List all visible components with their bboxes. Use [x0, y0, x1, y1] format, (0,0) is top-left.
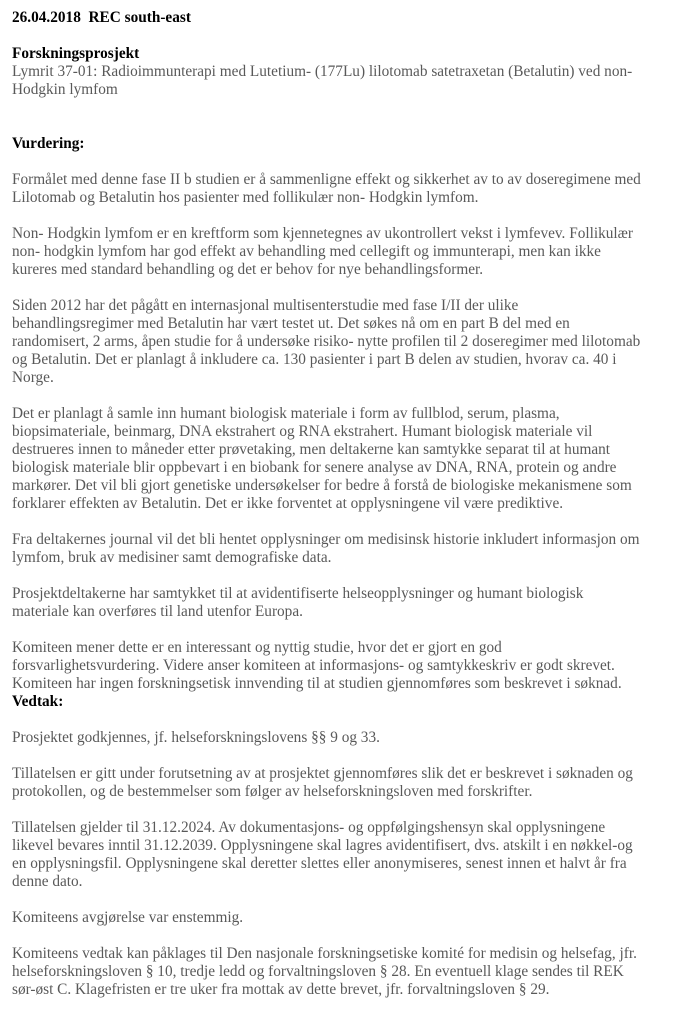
paragraph-line: helseforskningsloven § 10, tredje ledd og forvaltningsloven § 28. En eventuell klage sendes til REK — [12, 963, 624, 980]
vurdering-section — [12, 171, 684, 693]
paragraph-line: Siden 2012 har det pågått en internasjonal multisenterstudie med fase I/II der ulike — [12, 297, 519, 314]
paragraph-line: Non- Hodgkin lymfom er en kreftform som kjennetegnes av ukontrollert vekst i lymfevev. Follikulær — [12, 225, 633, 242]
paragraph-line: biopsimateriale, beinmarg, DNA ekstrahert og RNA ekstrahert. Humant biologisk materiale vil — [12, 423, 593, 440]
document-header — [12, 9, 684, 27]
paragraph-line: Prosjektdeltakerne har samtykket til at avidentifiserte helseopplysninger og humant biologisk — [12, 585, 584, 602]
vurdering-paragraph — [12, 225, 684, 279]
paragraph-line: Tillatelsen er gitt under forutsetning av at prosjektet gjennomføres slik det er beskrevet i søknaden og — [12, 765, 633, 782]
paragraph-line: denne dato. — [12, 873, 83, 890]
paragraph-line: en opplysningsfil. Opplysningene skal deretter slettes eller anonymiseres, senest innen et halvt år fra — [12, 855, 627, 872]
paragraph-line: Komiteen mener dette er en interessant og nyttig studie, hvor det er gjort en god — [12, 639, 502, 656]
paragraph-line: Lilotomab og Betalutin hos pasienter med follikulær non- Hodgkin lymfom. — [12, 189, 479, 206]
paragraph-line: Norge. — [12, 369, 54, 386]
paragraph-line: Komiteens vedtak kan påklages til Den nasjonale forskningsetiske komité for medisin og helsefag, jfr. — [12, 945, 637, 962]
project-description — [12, 63, 684, 99]
paragraph-line: protokollen, og de bestemmelser som følger av helseforskningsloven med forskrifter. — [12, 783, 533, 800]
paragraph-line: behandlingsregimer med Betalutin har vært testet ut. Det søkes nå om en part B del med en — [12, 315, 570, 332]
paragraph-line: forklarer effekten av Betalutin. Det er ikke forventet at opplysningene vil være prediktive. — [12, 495, 564, 512]
paragraph-line: Komiteen har ingen forskningsetisk innvending til at studien gjennomføres som beskrevet i søknad. — [12, 675, 622, 692]
paragraph-line: og Betalutin. Det er planlagt å inkludere ca. 130 pasienter i part B delen av studien, hvorav ca. 40 i — [12, 351, 617, 368]
paragraph-line: materiale kan overføres til land utenfor Europa. — [12, 603, 303, 620]
vedtak-paragraph — [12, 819, 684, 891]
project-description-line: Hodgkin lymfom — [12, 81, 118, 98]
paragraph-line: likevel bevares inntil 31.12.2039. Opplysningene skal lagres avidentifisert, dvs. atskilt i en nøkkel-og — [12, 837, 633, 854]
paragraph-line: randomisert, 2 arms, åpen studie for å undersøke risiko- nytte profilen til 2 doseregimer med lilotomab — [12, 333, 641, 350]
paragraph-line: kureres med standard behandling og det er behov for nye behandlingsformer. — [12, 261, 484, 278]
paragraph-line: markører. Det vil bli gjort genetiske undersøkelser for bedre å forstå de biologiske mekanismene som — [12, 477, 632, 494]
vedtak-paragraph — [12, 765, 684, 801]
vurdering-paragraph — [12, 585, 684, 621]
paragraph-line: lymfom, bruk av medisiner samt demografiske data. — [12, 549, 332, 566]
vurdering-paragraph — [12, 171, 684, 207]
vurdering-paragraph — [12, 531, 684, 567]
vedtak-paragraph — [12, 909, 684, 927]
document-page — [12, 9, 684, 999]
vedtak-paragraph — [12, 729, 684, 747]
header-date: 26.04.2018 — [12, 9, 81, 26]
paragraph-line: biologisk materiale blir oppbevart i en biobank for senere analyse av DNA, RNA, protein og andre — [12, 459, 617, 476]
vurdering-paragraph — [12, 405, 684, 513]
vurdering-paragraph — [12, 639, 684, 693]
vurdering-heading: Vurdering: — [12, 135, 85, 152]
vedtak-heading: Vedtak: — [12, 693, 64, 710]
paragraph-line: Fra deltakernes journal vil det bli hentet opplysninger om medisinsk historie inkludert informasjon om — [12, 531, 640, 548]
vedtak-paragraph — [12, 945, 684, 999]
paragraph-line: forsvarlighetsvurdering. Videre anser komiteen at informasjons- og samtykkeskriv er godt skrevet. — [12, 657, 615, 674]
header-committee: REC south-east — [88, 9, 191, 26]
paragraph-line: Komiteens avgjørelse var enstemmig. — [12, 909, 244, 926]
paragraph-line: sør-øst C. Klagefristen er tre uker fra mottak av dette brevet, jfr. forvaltningsloven § 29. — [12, 981, 550, 998]
paragraph-line: Formålet med denne fase II b studien er å sammenligne effekt og sikkerhet av to av doseregimene med — [12, 171, 641, 188]
project-description-line: Lymrit 37-01: Radioimmunterapi med Lutetium- (177Lu) lilotomab satetraxetan (Betalutin) ved non- — [12, 63, 633, 80]
paragraph-line: destrueres innen to måneder etter prøvetaking, men deltakerne kan samtykke separat til at humant — [12, 441, 611, 458]
vedtak-section — [12, 729, 684, 999]
paragraph-line: Det er planlagt å samle inn humant biologisk materiale i form av fullblod, serum, plasma, — [12, 405, 560, 422]
paragraph-line: Prosjektet godkjennes, jf. helseforskningslovens §§ 9 og 33. — [12, 729, 380, 746]
paragraph-line: non- hodgkin lymfom har god effekt av behandling med cellegift og immunterapi, men kan ikke — [12, 243, 601, 260]
project-heading: Forskningsprosjekt — [12, 45, 140, 62]
vurdering-paragraph — [12, 297, 684, 387]
paragraph-line: Tillatelsen gjelder til 31.12.2024. Av dokumentasjons- og oppfølgingshensyn skal opplysningene — [12, 819, 606, 836]
